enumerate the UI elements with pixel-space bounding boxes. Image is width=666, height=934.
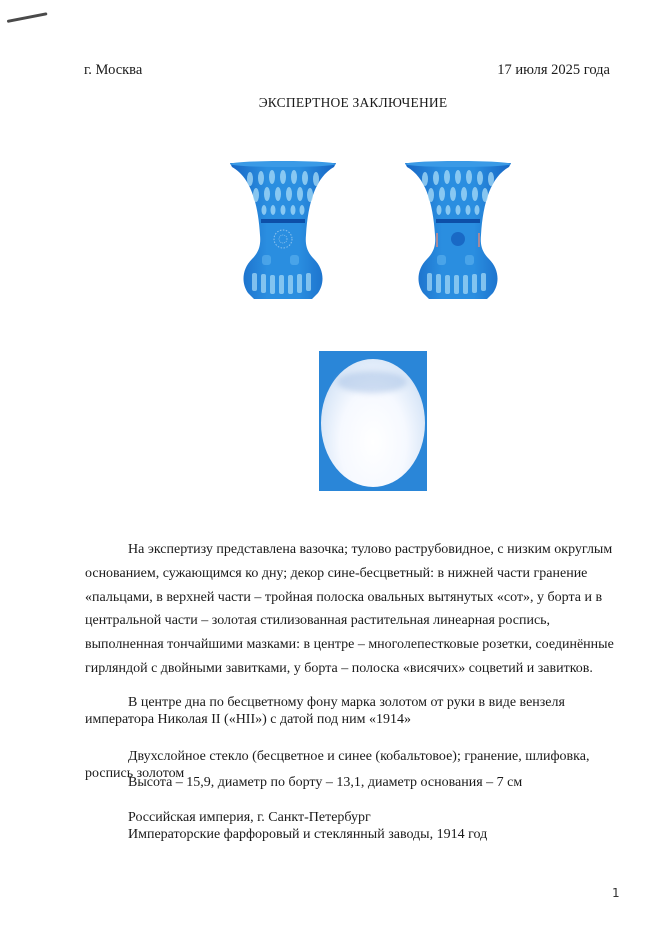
pen-stroke-mark (7, 12, 48, 23)
mark-text: В центре дна по бесцветному фону марка золотом от руки в виде вензеля императора Николая II («НII») с датой под ним «1914» (85, 695, 565, 727)
page-number: 1 (612, 886, 620, 900)
vase-photo-front (228, 157, 338, 302)
mark-paragraph (85, 694, 620, 728)
origin-line: Российская империя, г. Санкт-Петербург (128, 810, 371, 825)
base-haze (337, 371, 407, 393)
description-paragraph (85, 538, 620, 681)
dimensions-line: Высота – 15,9, диаметр по борту – 13,1, диаметр основания – 7 см (128, 775, 523, 790)
vase-photo-side (403, 157, 513, 302)
date-label: 17 июля 2025 года (497, 62, 610, 78)
city-label: г. Москва (84, 62, 143, 78)
maker-line: Императорские фарфоровый и стеклянный заводы, 1914 год (128, 827, 488, 842)
vase-base-mark-photo (319, 351, 427, 491)
document-header (84, 62, 610, 80)
monogram-mark (365, 396, 383, 436)
material-text: Двухслойное стекло (бесцветное и синее (кобальтовое); гранение, шлифовка, роспись золотом (85, 749, 590, 781)
document-title: ЭКСПЕРТНОЕ ЗАКЛЮЧЕНИЕ (258, 95, 448, 110)
description-text: На экспертизу представлена вазочка; тулово раструбовидное, с низким округлым основанием, сужающимся ко дну; декор сине-бесцветный: в нижней части гранение «пальцами, в верхней части – тройная полоска овальных вытянутых «сот», у борта и в центральной части – золотая стилизованная растительная линеарная роспись, выполненная тончайшими мазками: в центре – многолепестковые розетки, соединённые гирляндой с двойными завитками, у борта – полоска «висячих» соцветий и завитков. (85, 542, 614, 676)
